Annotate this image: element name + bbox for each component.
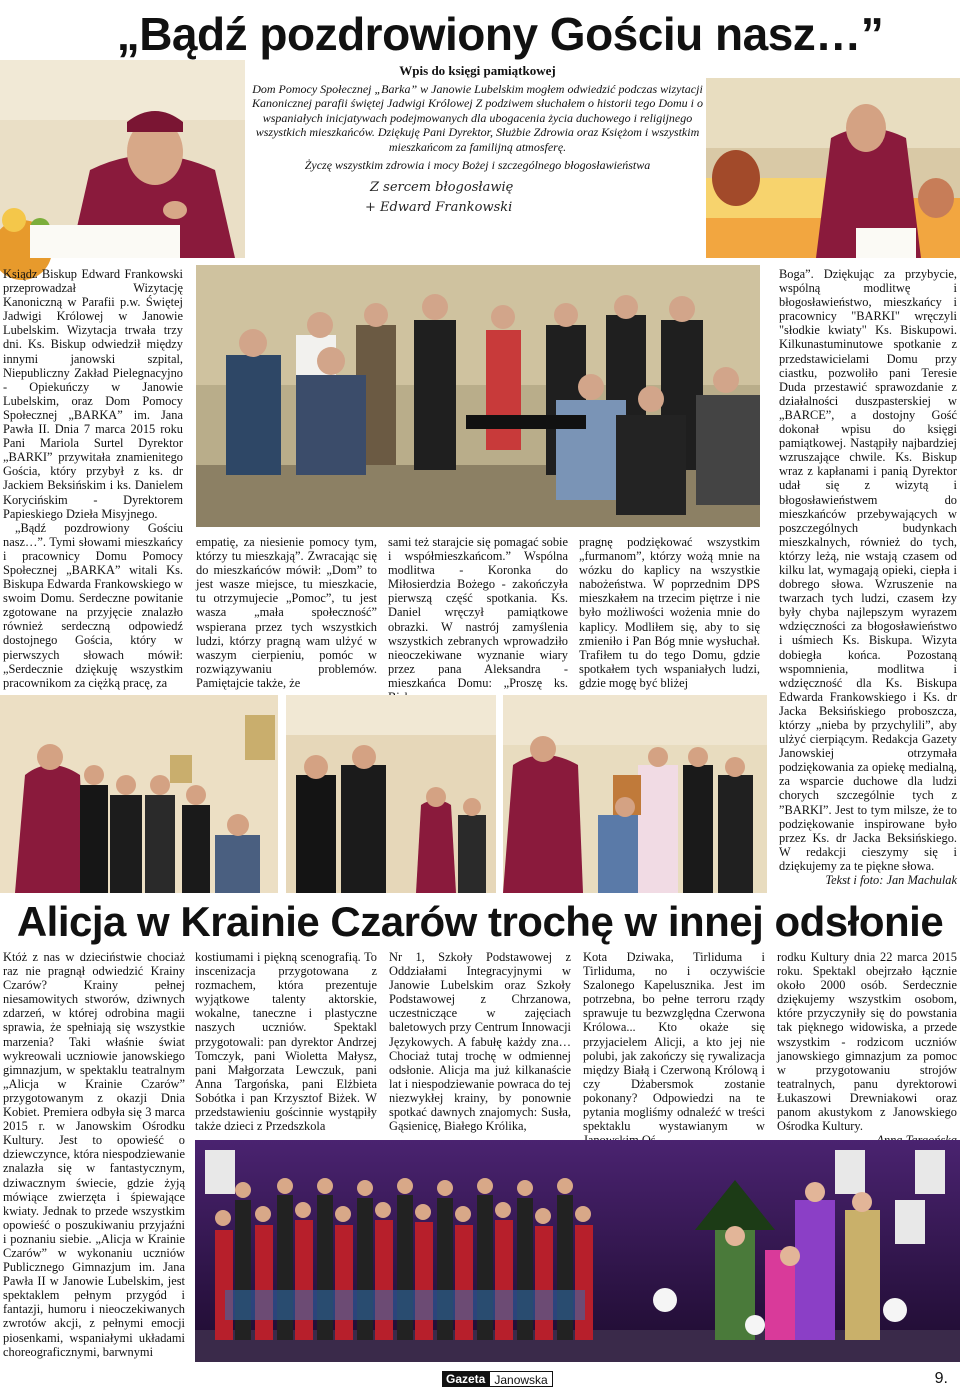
article1-col2-text: empatię, za niesienie pomocy tym, którzy tu mieszkają”. Zwracając się do mieszkańców mówił: „Dom” to jest wasze miejsce, tu mieszkacie, tu otrzymujecie „Pomoc”, tu jest wasza „mała społeczność” wspierana przez tych wszystkich ludzi, którzy pragną wam ulżyć w waszym cierpieniu, pomóc w rozwiązywaniu problemów. Pamiętajcie także, że xyxy=(196,535,377,690)
photo-bishop-signing xyxy=(0,60,245,258)
article1-column-4 xyxy=(579,535,760,693)
photo-priests-chapel xyxy=(286,695,496,893)
article1-col5-text: Boga”. Dziękując za przybycie, wspólną modlitwę i błogosławieństwo, mieszkańcy i pracownicy "BARKI" wręczyli "słodkie kwiaty" Ks. Biskupowi. Kilkunastuminutowe spotkanie z przedstawicielami Domu przy ciastku, pozwoliło pani Teresie Duda przestawić sprawozdanie z działalności duszpasterskiej w „BARCE”, a dostojny Gość dokonał wpisu do księgi pamiątkowej. Nastąpiły najbardziej wzruszające chwile. Ks. Biskup wraz z kapłanami i panią Dyrektor udał się z wizytą i błogosławieństwem do mieszkańców przebywających w poszczególnych budynkach mieszkalnych, również do tych, którzy leżą, nie wstają czasem od kilku lat, wymagają opieki, ciepła i dobrego słowa. Wzruszenie na twarzach tych ludzi, czasem łzy były chyba najlepszym wyrazem wdzięczności za błogosławieństwo i uśmiech Ks. Biskupa. Wizyta dobiegła końca. Pozostaną wspomnienia, modlitwa i wdzięczność dla Ks. Biskupa Edwarda Frankowskiego i Ks. dr Jacka Beksińskiego proboszcza, którzy „nieba by przychylili”, aby ulżyć cierpiącym. Redakcja Gazety Janowskiej otrzymała podziękowania za opiekę medialną, za wsparcie duchowe dla ludzi chorych szczególnie tych z ”BARKI”. Jest to tym milsze, że to podziękowanie inspirowane było przez Ks. dr Jacka Beksińskiego. W redakcji cieszymy się i dziękujemy za te piękne słowa. xyxy=(779,267,957,873)
article2-column-2 xyxy=(195,950,377,1136)
article1-column-3 xyxy=(388,535,568,693)
photo-chapel-greeting xyxy=(0,695,278,893)
logo-gazeta: Gazeta xyxy=(442,1371,489,1387)
article1-column-5 xyxy=(779,267,957,888)
handwritten-signature xyxy=(250,178,705,218)
signature-line-1: Z sercem błogosławię xyxy=(370,180,514,196)
article2-col3-text: Nr 1, Szkoły Podstawowej z Oddziałami Integracyjnymi w Janowie Lubelskim oraz Szkoły Podstawowej z Chrzanowa, uczestniczące w zajęciach baletowych przy Centrum Innowacji Językowych. A fabułę każdy zna… Chociaż tutaj trochę w odmiennej odsłonie. Alicja ma już kilkanaście lat i niespodziewanie powraca do tej niezwykłej krainy, by ponownie spotkać dawnych znajomych: Susła, Gąsienicę, Białego Królika, xyxy=(389,950,571,1134)
article2-column-1 xyxy=(3,950,185,1370)
headline-1: „Bądź pozdrowiony Gościu nasz…” xyxy=(116,8,884,60)
guestbook-entry xyxy=(250,64,705,264)
article1-col4-text: pragnę podziękować wszystkim „furmanom”, którzy wożą mnie na wózku do kaplicy na wszystkie nabożeństwa. W poprzednim DPS mieszkałem na trzecim piętrze i nie było możliwości wożenia mnie do kaplicy. Modliłem się, aby to się zmieniło i Pan Bóg mnie wysłuchał. Trafiłem tu do tego Domu, gdzie spotkałem tych wspaniałych ludzi, gdzie mogę być bliżej xyxy=(579,535,760,690)
page-number: 9. xyxy=(934,1370,948,1387)
headline-2: Alicja w Krainie Czarów trochę w innej odsłonie xyxy=(16,898,944,945)
photo-bishop-bedside xyxy=(706,78,960,258)
article2-col4-text: Kota Dziwaka, Tirliduma i Tirliduma, no i oczywiście Szalonego Kapelusznika. Jest im potrzebna, bo pełne terroru rządy sprawuje tu bezwzględna Czerwona Królowa... Kto okaże się przyjacielem Alicji, a kto jej nie polubi, jak zakończy się rywalizacja między Białą i Czerwoną Królową i czy Dżabersmok zostanie pokonany? Odpowiedzi na te pytania mogliśmy odnaleźć w treści spektaklu wystawianym w xyxy=(583,950,765,1134)
photo-group-residents xyxy=(196,265,760,527)
article1-col3-text: sami też starajcie się pomagać sobie i współmieszkańcom.” Wspólna modlitwa - Koronka do Miłosierdzia Bożego - zakończyła pierwszą część spotkania. Ks. Daniel wręczył pamiątkowe obrazki. W nastrój zamyślenia wszystkich zebranych wprowadziło nieoczekiwane wyznanie wiary przez pana Aleksandra - mieszkańca Domu: „Proszę ks. xyxy=(388,535,568,690)
photo-stage-performance xyxy=(195,1140,960,1362)
article2-column-3 xyxy=(389,950,571,1136)
publication-logo xyxy=(442,1371,553,1387)
article1-column-2 xyxy=(196,535,377,693)
photo-gift-handover xyxy=(503,695,767,893)
logo-janowska: Janowska xyxy=(489,1371,552,1387)
article2-col2-text: kostiumami i piękną scenografią. To inscenizacja przygotowana z rozmachem, która prezentuje wyjątkowe talenty aktorskie, wokalne, taneczne i plastyczne naszych uczniów. Spektakl przygotowali: pan dyrektor Andrzej Tomczyk, pani Wioletta Małysz, pani Małgorzata Lewczuk, pani Anna Targońska, pani Elżbieta Sobótka i pan Krzysztof Biżek. W przedstawieniu gościnnie wystąpiły także dzieci z Przedszkola xyxy=(195,950,377,1134)
article1-credit: Tekst i foto: Jan Machulak xyxy=(825,873,957,888)
article2-col5-text: rodku Kultury dnia 22 marca 2015 roku. Spektakl obejrzało łącznie około 2000 osób. Serdecznie dziękujemy wszystkim osobom, które przyczyniły się do powstania tak pięknego widowiska, a przede wszystkim - rodzicom uczniów janowskiego gimnazjum za pomoc w przygotowaniu strojów teatralnych, panu dyrektorowi Łukaszowi Drewniakowi oraz panom akustykom z Janowskiego Ośrodka Kultury. xyxy=(777,950,957,1134)
guestbook-wish: Życzę wszystkim zdrowia i mocy Bożej i szczególnego błogosławieństwa xyxy=(304,157,651,172)
article1-col1-text: Ksiądz Biskup Edward Frankowski przeprowadzał Wizytację Kanoniczną w Parafii p.w. Świętej Jadwigi Królowej w Janowie Lubelskim. Wizytacja trwała trzy dni. Ks. Biskup odwiedził między innymi janowski szpital, Niepubliczny Zakład Pielegnacyjno - Opiekuńczy w Janowie Lubelskim, oraz Dom Pomocy Społecznej „BARKA” im. Jana Pawła II. Dnia 7 marca 2015 roku Pani Mariola Surtel Dyrektor „BARKI” przywitała znamienitego Gościa, który przybył z ks. dr Jackiem Beksińskim i ks. Danielem Korycińskim - Dyrektorem Papieskiego Dzieła Misyjnego. xyxy=(3,267,183,521)
article2-column-4 xyxy=(583,950,765,1136)
signature-line-2: + Edward Frankowski xyxy=(365,200,513,216)
guestbook-title: Wpis do księgi pamiątkowej xyxy=(399,63,556,78)
article2-column-5 xyxy=(777,950,957,1136)
article1-col1b-text: „Bądź pozdrowiony Gościu nasz…”. Tymi słowami mieszkańcy i pracownicy Domu Pomocy Społecznej „BARKA” witali Ks. Biskupa Edwarda Frankowskiego w swoim Domu. Serdeczne powitanie zgotowane na przyjęcie znalazło również serdeczną odpowiedź dostojnego Gościa, który w pierwszych słowach mówił: „Serdecznie dziękuję wszystkim pracownikom za ciężką pracę, za xyxy=(3,520,183,690)
article1-column-1 xyxy=(3,267,183,691)
article2-col1-text: Któż z nas w dzieciństwie chociaż raz nie pragnął odwiedzić Krainy Czarów? Krainy pełnej niesamowitych stworów, dziwnych zdarzeń, w której odrobina magii sprawia, że spełniają się wszystkie marzenia? Taki właśnie świat wykreowali uczniowie janowskiego gimnazjum, w spektaklu teatralnym „Alicja w Krainie Czarów” przygotowanym z okazji Dnia Kobiet. Premiera odbyła się 3 marca 2015 r. w Janowskim Ośrodku Kultury. Jest to opowieść o dziewczynce, która niespodziewanie znalazła się w fantastycznym, dziwacznym świecie, gdzie żyją mówiące zwierzęta i śpiewające kwiaty. Jednak to przede wszystkim opowieść o poszukiwaniu przyjaźni i poznaniu siebie. „Alicja w Krainie Czarów” w wykonaniu uczniów Publicznego Gimnazjum im. Jana Pawła II w Janowie Lubelskim, jest spektaklem pełnym przygód i fantazji, humoru i nieoczekiwanych zwrotów akcji, z pełnymi emocji piosenkami, wspaniałymi układami choreograficznymi, barwnymi xyxy=(3,950,185,1359)
guestbook-text: Dom Pomocy Społecznej „Barka” w Janowie Lubelskim mogłem odwiedzić podczas wizytacji Kanonicznej parafii świętej Jadwigi Królowej Z podziwem słuchałem o historii tego Domu i o wspaniałych inicjatywach podejmowanych dla ubogacenia życia duchowego i religijnego wszystkich mieszkańców. Dziękuję Pani Dyrektor, Służbie Zdrowia oraz Księżom i wszystkim mieszkańcom za familijną atmosferę. xyxy=(252,81,703,154)
